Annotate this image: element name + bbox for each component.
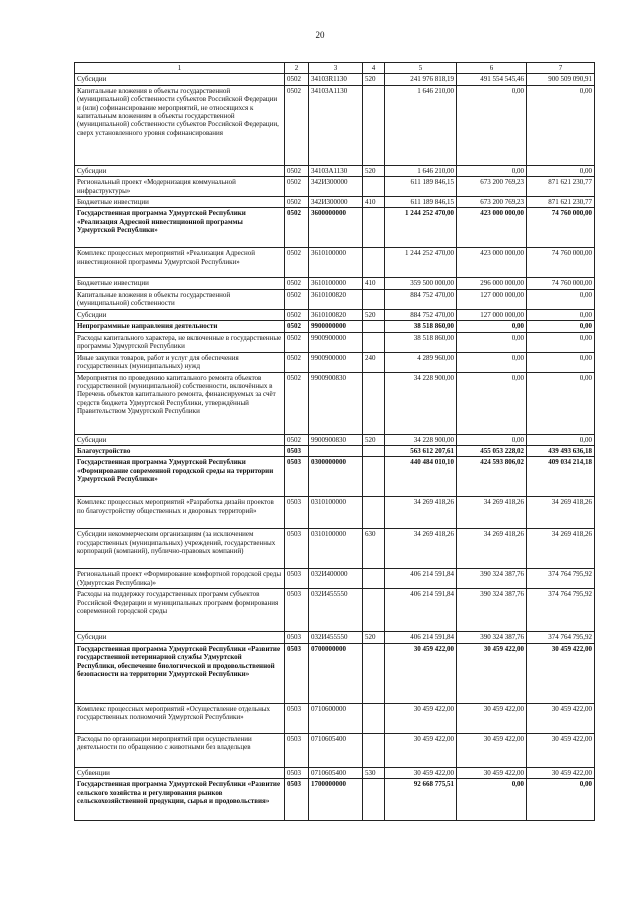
row-name: Региональный проект «Модернизация коммунальной инфраструктуры» xyxy=(75,177,285,197)
article-code: 3610100820 xyxy=(309,289,363,309)
expense-type-code xyxy=(363,321,385,332)
section-code: 0502 xyxy=(285,85,309,165)
expense-type-code: 520 xyxy=(363,74,385,85)
amount-col5: 30 459 422,00 xyxy=(385,733,457,767)
article-code: 0710605400 xyxy=(309,733,363,767)
amount-col6: 30 459 422,00 xyxy=(457,703,527,733)
amount-col6: 30 459 422,00 xyxy=(457,767,527,778)
amount-col5: 30 459 422,00 xyxy=(385,703,457,733)
expense-type-code: 520 xyxy=(363,309,385,320)
article-code: 3610100000 xyxy=(309,248,363,278)
amount-col7: 30 459 422,00 xyxy=(527,643,595,703)
amount-col7: 374 764 795,92 xyxy=(527,589,595,632)
section-code: 0503 xyxy=(285,529,309,569)
article-code: 032И400000 xyxy=(309,569,363,589)
table-row xyxy=(75,703,595,733)
article-code: 032И455550 xyxy=(309,589,363,632)
table-row xyxy=(75,278,595,289)
expense-type-code xyxy=(363,332,385,352)
expense-type-code: 520 xyxy=(363,434,385,445)
row-name: Мероприятия по проведению капитального ремонта объектов государственной (муниципальной) собственности, включённых в Перечень объектов капитального ремонта, финансируемых за счёт средств бюджета Удмуртской Республики, утверждённый Правительством Удмуртской Республики xyxy=(75,372,285,434)
article-code: 34103A1130 xyxy=(309,165,363,176)
article-code: 9900900000 xyxy=(309,352,363,372)
amount-col7: 74 760 000,00 xyxy=(527,248,595,278)
section-code: 0502 xyxy=(285,352,309,372)
amount-col5: 34 269 418,26 xyxy=(385,497,457,529)
amount-col7: 409 034 214,18 xyxy=(527,457,595,497)
column-header: 3 xyxy=(309,63,363,74)
amount-col5: 38 518 860,00 xyxy=(385,321,457,332)
table-row xyxy=(75,372,595,434)
table-row xyxy=(75,165,595,176)
row-name: Благоустройство xyxy=(75,446,285,457)
section-code: 0503 xyxy=(285,632,309,643)
amount-col5: 611 189 846,15 xyxy=(385,177,457,197)
expense-type-code xyxy=(363,703,385,733)
amount-col6: 424 593 806,02 xyxy=(457,457,527,497)
row-name: Субсидии xyxy=(75,632,285,643)
amount-col6: 34 269 418,26 xyxy=(457,529,527,569)
expense-type-code: 520 xyxy=(363,165,385,176)
section-code: 0502 xyxy=(285,177,309,197)
amount-col6: 390 324 387,76 xyxy=(457,569,527,589)
row-name: Государственная программа Удмуртской Республики «Формирование современной городской среды на территории Удмуртской Республики» xyxy=(75,457,285,497)
row-name: Капитальные вложения в объекты государственной (муниципальной) собственности xyxy=(75,289,285,309)
amount-col7: 0,00 xyxy=(527,434,595,445)
article-code: 3610100820 xyxy=(309,309,363,320)
table-row xyxy=(75,321,595,332)
amount-col5: 563 612 207,61 xyxy=(385,446,457,457)
article-code: 342И300000 xyxy=(309,177,363,197)
row-name: Комплекс процессных мероприятий «Разработка дизайн проектов по благоустройству общественных и дворовых территорий» xyxy=(75,497,285,529)
section-code: 0503 xyxy=(285,767,309,778)
expense-type-code: 530 xyxy=(363,767,385,778)
amount-col7: 74 760 000,00 xyxy=(527,278,595,289)
row-name: Государственная программа Удмуртской Республики «Реализация Адресной инвестиционной программы Удмуртской Республики» xyxy=(75,208,285,248)
amount-col6: 296 000 000,00 xyxy=(457,278,527,289)
amount-col5: 884 752 470,00 xyxy=(385,309,457,320)
expense-type-code: 240 xyxy=(363,352,385,372)
expense-type-code: 410 xyxy=(363,278,385,289)
amount-col7: 439 493 636,18 xyxy=(527,446,595,457)
section-code: 0502 xyxy=(285,309,309,320)
amount-col6: 0,00 xyxy=(457,779,527,821)
article-code: 0700000000 xyxy=(309,643,363,703)
amount-col7: 900 509 090,91 xyxy=(527,74,595,85)
amount-col7: 0,00 xyxy=(527,165,595,176)
table-row xyxy=(75,497,595,529)
row-name: Государственная программа Удмуртской Республики «Развитие сельского хозяйства и регулирования рынков сельскохозяйственной продукции, сырья и продовольствия» xyxy=(75,779,285,821)
row-name: Субсидии xyxy=(75,74,285,85)
table-row xyxy=(75,643,595,703)
article-code: 0310100000 xyxy=(309,529,363,569)
row-name: Субсидии xyxy=(75,434,285,445)
table-row xyxy=(75,177,595,197)
expense-type-code xyxy=(363,457,385,497)
amount-col7: 374 764 795,92 xyxy=(527,569,595,589)
row-name: Расходы капитального характера, не включенные в государственные программы Удмуртской Республики xyxy=(75,332,285,352)
expense-type-code xyxy=(363,733,385,767)
expense-type-code: 410 xyxy=(363,197,385,208)
amount-col5: 92 668 775,51 xyxy=(385,779,457,821)
section-code: 0502 xyxy=(285,321,309,332)
article-code: 0710600000 xyxy=(309,703,363,733)
amount-col5: 1 646 210,00 xyxy=(385,165,457,176)
table-row xyxy=(75,74,595,85)
article-code: 1700000000 xyxy=(309,779,363,821)
expense-type-code xyxy=(363,779,385,821)
article-code: 032И455550 xyxy=(309,632,363,643)
section-code: 0502 xyxy=(285,208,309,248)
table-row xyxy=(75,779,595,821)
row-name: Непрограммные направления деятельности xyxy=(75,321,285,332)
amount-col5: 34 228 900,00 xyxy=(385,434,457,445)
row-name: Расходы на поддержку государственных программ субъектов Российской Федерации и муниципальных программ формирования современной городской среды xyxy=(75,589,285,632)
row-name: Капитальные вложения в объекты государственной (муниципальной) собственности субъектов Российской Федерации и (или) софинансирование мероприятий, не относящихся к капитальным вложениям в объекты государственной (муниципальной) собственности субъектов Российской Федерации, сверх установленного уровня софинансирования xyxy=(75,85,285,165)
table-row xyxy=(75,208,595,248)
row-name: Комплекс процессных мероприятий «Реализация Адресной инвестиционной программы Удмуртской Республики» xyxy=(75,248,285,278)
section-code: 0503 xyxy=(285,703,309,733)
column-header: 2 xyxy=(285,63,309,74)
article-code: 0300000000 xyxy=(309,457,363,497)
section-code: 0503 xyxy=(285,457,309,497)
section-code: 0503 xyxy=(285,497,309,529)
amount-col7: 0,00 xyxy=(527,332,595,352)
article-code xyxy=(309,446,363,457)
table-row xyxy=(75,529,595,569)
amount-col5: 884 752 470,00 xyxy=(385,289,457,309)
section-code: 0502 xyxy=(285,165,309,176)
amount-col6: 390 324 387,76 xyxy=(457,632,527,643)
table-row xyxy=(75,767,595,778)
amount-col5: 38 518 860,00 xyxy=(385,332,457,352)
amount-col5: 440 484 010,10 xyxy=(385,457,457,497)
amount-col7: 34 269 418,26 xyxy=(527,529,595,569)
column-header: 1 xyxy=(75,63,285,74)
expense-type-code xyxy=(363,446,385,457)
expense-type-code: 520 xyxy=(363,632,385,643)
row-name: Субсидии некоммерческим организациям (за исключением государственных (муниципальных) учреждений, государственных корпораций (компаний), публично-правовых компаний) xyxy=(75,529,285,569)
row-name: Бюджетные инвестиции xyxy=(75,278,285,289)
row-name: Бюджетные инвестиции xyxy=(75,197,285,208)
page-number: 20 xyxy=(315,30,325,40)
row-name: Субсидии xyxy=(75,165,285,176)
column-header: 7 xyxy=(527,63,595,74)
amount-col7: 374 764 795,92 xyxy=(527,632,595,643)
amount-col6: 423 000 000,00 xyxy=(457,248,527,278)
section-code: 0502 xyxy=(285,434,309,445)
amount-col7: 0,00 xyxy=(527,779,595,821)
column-header: 5 xyxy=(385,63,457,74)
expense-type-code xyxy=(363,569,385,589)
article-code: 9900900000 xyxy=(309,332,363,352)
amount-col6: 390 324 387,76 xyxy=(457,589,527,632)
amount-col6: 34 269 418,26 xyxy=(457,497,527,529)
section-code: 0503 xyxy=(285,569,309,589)
amount-col5: 611 189 846,15 xyxy=(385,197,457,208)
section-code: 0503 xyxy=(285,779,309,821)
amount-col7: 30 459 422,00 xyxy=(527,767,595,778)
section-code: 0502 xyxy=(285,248,309,278)
expense-type-code xyxy=(363,208,385,248)
budget-table xyxy=(74,62,595,821)
table-header-row xyxy=(75,63,595,74)
table-row xyxy=(75,197,595,208)
amount-col7: 0,00 xyxy=(527,85,595,165)
article-code: 9900900830 xyxy=(309,372,363,434)
table-row xyxy=(75,446,595,457)
column-header: 6 xyxy=(457,63,527,74)
amount-col6: 673 200 769,23 xyxy=(457,177,527,197)
expense-type-code xyxy=(363,248,385,278)
section-code: 0503 xyxy=(285,733,309,767)
amount-col6: 0,00 xyxy=(457,372,527,434)
row-name: Субсидии xyxy=(75,309,285,320)
expense-type-code xyxy=(363,589,385,632)
table-row xyxy=(75,733,595,767)
amount-col6: 30 459 422,00 xyxy=(457,643,527,703)
table-row xyxy=(75,85,595,165)
amount-col6: 127 000 000,00 xyxy=(457,309,527,320)
row-name: Иные закупки товаров, работ и услуг для обеспечения государственных (муниципальных) нужд xyxy=(75,352,285,372)
amount-col5: 34 228 900,00 xyxy=(385,372,457,434)
article-code: 9900000000 xyxy=(309,321,363,332)
amount-col6: 491 554 545,46 xyxy=(457,74,527,85)
amount-col7: 74 760 000,00 xyxy=(527,208,595,248)
expense-type-code xyxy=(363,643,385,703)
expense-type-code xyxy=(363,289,385,309)
expense-type-code xyxy=(363,372,385,434)
amount-col6: 0,00 xyxy=(457,434,527,445)
row-name: Комплекс процессных мероприятий «Осуществление отдельных государственных полномочий Удмуртской Республики» xyxy=(75,703,285,733)
section-code: 0503 xyxy=(285,446,309,457)
section-code: 0502 xyxy=(285,372,309,434)
amount-col7: 0,00 xyxy=(527,289,595,309)
amount-col6: 455 053 228,02 xyxy=(457,446,527,457)
amount-col6: 0,00 xyxy=(457,352,527,372)
table-row xyxy=(75,589,595,632)
article-code: 0710605400 xyxy=(309,767,363,778)
expense-type-code xyxy=(363,85,385,165)
amount-col5: 1 244 252 470,00 xyxy=(385,248,457,278)
section-code: 0502 xyxy=(285,74,309,85)
amount-col5: 34 269 418,26 xyxy=(385,529,457,569)
amount-col7: 871 621 230,77 xyxy=(527,177,595,197)
amount-col6: 0,00 xyxy=(457,321,527,332)
table-row xyxy=(75,332,595,352)
section-code: 0503 xyxy=(285,589,309,632)
amount-col7: 30 459 422,00 xyxy=(527,733,595,767)
amount-col6: 127 000 000,00 xyxy=(457,289,527,309)
article-code: 342И300000 xyxy=(309,197,363,208)
row-name: Государственная программа Удмуртской Республики «Развитие государственной ветеринарной службы Удмуртской Республики, обеспечение биологической и продовольственной безопасности на территории Удмуртской Республики» xyxy=(75,643,285,703)
table-row xyxy=(75,632,595,643)
amount-col6: 0,00 xyxy=(457,165,527,176)
section-code: 0502 xyxy=(285,289,309,309)
amount-col5: 241 976 818,19 xyxy=(385,74,457,85)
amount-col7: 34 269 418,26 xyxy=(527,497,595,529)
amount-col6: 673 200 769,23 xyxy=(457,197,527,208)
article-code: 34103A1130 xyxy=(309,85,363,165)
amount-col5: 30 459 422,00 xyxy=(385,643,457,703)
article-code: 3610100000 xyxy=(309,278,363,289)
amount-col7: 0,00 xyxy=(527,321,595,332)
article-code: 34103R1130 xyxy=(309,74,363,85)
amount-col5: 359 500 000,00 xyxy=(385,278,457,289)
expense-type-code xyxy=(363,497,385,529)
amount-col5: 1 244 252 470,00 xyxy=(385,208,457,248)
amount-col5: 30 459 422,00 xyxy=(385,767,457,778)
article-code: 3600000000 xyxy=(309,208,363,248)
table-row xyxy=(75,569,595,589)
amount-col6: 30 459 422,00 xyxy=(457,733,527,767)
table-row xyxy=(75,248,595,278)
section-code: 0502 xyxy=(285,332,309,352)
table-row xyxy=(75,352,595,372)
expense-type-code: 630 xyxy=(363,529,385,569)
table-row xyxy=(75,457,595,497)
amount-col7: 0,00 xyxy=(527,372,595,434)
article-code: 9900900830 xyxy=(309,434,363,445)
column-header: 4 xyxy=(363,63,385,74)
amount-col5: 4 289 960,00 xyxy=(385,352,457,372)
section-code: 0502 xyxy=(285,197,309,208)
amount-col5: 406 214 591,84 xyxy=(385,632,457,643)
amount-col7: 871 621 230,77 xyxy=(527,197,595,208)
amount-col7: 30 459 422,00 xyxy=(527,703,595,733)
amount-col7: 0,00 xyxy=(527,352,595,372)
amount-col5: 1 646 210,00 xyxy=(385,85,457,165)
amount-col7: 0,00 xyxy=(527,309,595,320)
row-name: Расходы по организации мероприятий при осуществлении деятельности по обращению с животными без владельцев xyxy=(75,733,285,767)
amount-col5: 406 214 591,84 xyxy=(385,569,457,589)
expense-type-code xyxy=(363,177,385,197)
section-code: 0502 xyxy=(285,278,309,289)
amount-col6: 0,00 xyxy=(457,85,527,165)
row-name: Субвенции xyxy=(75,767,285,778)
article-code: 0310100000 xyxy=(309,497,363,529)
amount-col6: 0,00 xyxy=(457,332,527,352)
table-row xyxy=(75,434,595,445)
table-row xyxy=(75,309,595,320)
amount-col6: 423 000 000,00 xyxy=(457,208,527,248)
table-row xyxy=(75,289,595,309)
amount-col5: 406 214 591,84 xyxy=(385,589,457,632)
row-name: Региональный проект «Формирование комфортной городской среды (Удмуртская Республика)» xyxy=(75,569,285,589)
section-code: 0503 xyxy=(285,643,309,703)
